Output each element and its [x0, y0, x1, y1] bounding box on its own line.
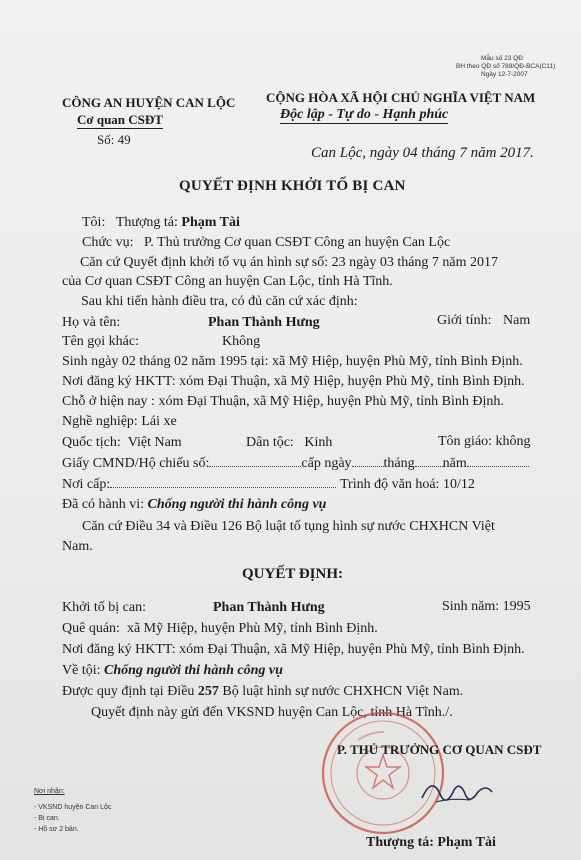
ethnic-label: Dân tộc:	[246, 435, 294, 450]
law-article-number: 257	[197, 684, 219, 699]
education-label: Trình độ văn hoá:	[340, 477, 440, 492]
hometown-line	[62, 621, 378, 637]
basis-line-1: Căn cứ Quyết định khởi tố vụ án hình sự số: 23 ngày 03 tháng 7 năm 2017	[80, 255, 499, 270]
job-label: Nghề nghiệp:	[62, 414, 138, 429]
religion-label: Tôn giáo:	[438, 434, 493, 449]
org-sub: Cơ quan CSĐT	[77, 112, 163, 127]
law-line-2: Nam.	[62, 539, 93, 554]
doc-title: QUYẾT ĐỊNH KHỞI TỐ BỊ CAN	[179, 178, 406, 194]
person-name: Phan Thành Hưng	[208, 315, 320, 330]
basis-line-2: của Cơ quan CSĐT Công an huyện Can Lộc, tỉnh Hà Tĩnh.	[62, 274, 393, 289]
nationality-label: Quốc tịch:	[62, 435, 121, 450]
hometown-label: Quê quán:	[62, 621, 120, 636]
id-month-label: tháng	[383, 456, 415, 471]
ethnic-line	[246, 435, 332, 451]
issuer-line	[82, 215, 240, 231]
org-name: CÔNG AN HUYỆN CAN LỘC	[62, 95, 236, 110]
id-year-label: năm	[442, 456, 467, 471]
signer-name: Thượng tá: Phạm Tài	[366, 835, 496, 850]
id-month-blank	[415, 465, 443, 467]
form-ref-line1: Mẫu số 23 QĐ	[481, 55, 523, 62]
name-label: Họ và tên:	[62, 315, 121, 330]
hktt-line: Nơi đăng ký HKTT: xóm Đại Thuận, xã Mỹ Hiệp, huyện Phù Mỹ, tỉnh Bình Định.	[62, 374, 525, 389]
issuer-name: Phạm Tài	[181, 215, 240, 230]
decision-hktt-line: Nơi đăng ký HKTT: xóm Đại Thuận, xã Mỹ Hiệp, huyện Phù Mỹ, tỉnh Bình Định.	[62, 642, 525, 657]
education-value: 10/12	[442, 477, 475, 492]
recipient-item: - VKSND huyện Can Lộc	[34, 804, 112, 811]
law-article-post: Bộ luật hình sự nước CHXHCN Việt Nam.	[222, 684, 464, 699]
id-year-blank	[467, 465, 529, 467]
signer-position: P. THỦ TRƯỞNG CƠ QUAN CSĐT	[337, 742, 542, 757]
motto: Độc lập - Tự do - Hạnh phúc	[280, 107, 449, 122]
form-ref-line3: Ngày 12-7-2007	[481, 71, 528, 78]
position-value: P. Thủ trưởng Cơ quan CSĐT Công an huyện Can Lộc	[144, 235, 451, 250]
alias-value: Không	[222, 334, 261, 349]
country-name: CỘNG HÒA XÃ HỘI CHỦ NGHĨA VIỆT NAM	[266, 90, 536, 105]
recipients	[34, 786, 111, 835]
recipient-item: - Hồ sơ 2 bản.	[34, 826, 79, 833]
nationality-value: Việt Nam	[127, 435, 182, 450]
date-line: Can Lộc, ngày 04 tháng 7 năm 2017.	[311, 145, 534, 161]
position-label: Chức vụ:	[82, 235, 134, 250]
education-line	[340, 477, 475, 493]
form-ref	[456, 55, 556, 79]
id-line	[62, 456, 529, 472]
issue-blank	[110, 486, 336, 488]
id-date-label: cấp ngày	[301, 456, 352, 471]
job-line	[62, 414, 177, 430]
accused-label: Khởi tố bị can:	[62, 600, 146, 615]
act-value: Chống người thi hành công vụ	[147, 497, 327, 512]
act-label: Đã có hành vi:	[62, 497, 145, 512]
crime-line	[62, 663, 283, 679]
send-line: Quyết định này gửi đến VKSND huyện Can Lộc, tỉnh Hà Tĩnh./.	[91, 705, 453, 720]
recipients-title: Nơi nhận:	[34, 788, 65, 795]
issue-line	[62, 477, 336, 493]
hometown-value: xã Mỹ Hiệp, huyện Phù Mỹ, tỉnh Bình Định.	[126, 621, 378, 636]
position-line	[82, 235, 450, 251]
recipient-item: - Bị can.	[34, 815, 60, 822]
job-value: Lái xe	[141, 414, 177, 429]
law-line-1: Căn cứ Điều 34 và Điều 126 Bộ luật tố tụng hình sự nước CHXHCN Việt	[82, 519, 495, 534]
id-day-blank	[352, 465, 384, 467]
law-article-line	[62, 684, 463, 700]
ethnic-value: Kinh	[304, 435, 333, 450]
handwritten-signature	[410, 768, 510, 818]
birth-line: Sinh ngày 02 tháng 02 năm 1995 tại: xã Mỹ Hiệp, huyện Phù Mỹ, tỉnh Bình Định.	[62, 354, 523, 369]
gender-label: Giới tính:	[437, 313, 492, 328]
act-line	[62, 497, 326, 513]
alias-label: Tên gọi khác:	[62, 334, 139, 349]
decision-title: QUYẾT ĐỊNH:	[242, 566, 343, 582]
crime-value: Chống người thi hành công vụ	[104, 663, 283, 678]
gender-value: Nam	[503, 313, 531, 328]
religion-line	[438, 434, 531, 450]
accused-name: Phan Thành Hưng	[213, 600, 325, 615]
accused-birthyear: Sinh năm: 1995	[442, 599, 531, 614]
id-number-blank	[209, 465, 301, 467]
nationality-line	[62, 435, 182, 451]
crime-label: Về tội:	[62, 663, 101, 678]
issuer-rank: Thượng tá:	[115, 215, 178, 230]
issue-label: Nơi cấp:	[62, 477, 111, 492]
form-ref-line2: BH theo QĐ số 789/QĐ-BCA(C11)	[456, 63, 556, 70]
residence-line: Chỗ ở hiện nay : xóm Đại Thuận, xã Mỹ Hiệp, huyện Phù Mỹ, tỉnh Bình Định.	[62, 394, 504, 409]
doc-number: Số: 49	[97, 132, 131, 147]
law-article-pre: Được quy định tại Điều	[62, 684, 195, 699]
id-label: Giấy CMND/Hộ chiếu số:	[62, 456, 210, 471]
issuer-label: Tôi:	[82, 215, 106, 230]
religion-value: không	[495, 434, 531, 449]
investigation-line: Sau khi tiến hành điều tra, có đủ căn cứ xác định:	[81, 294, 358, 309]
